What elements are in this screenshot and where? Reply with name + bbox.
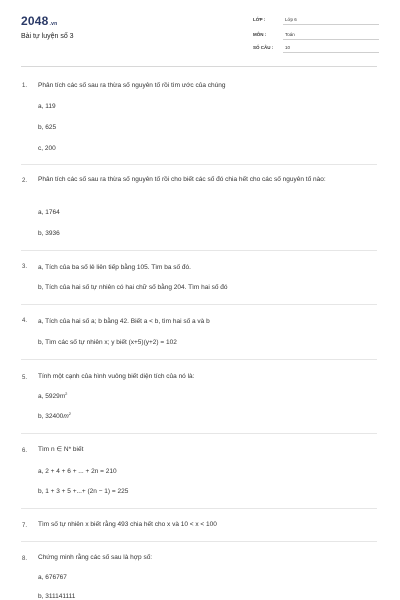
question-item: b, Tìm các số tự nhiên x; y biết (x+5)(y+2) = 102 [38, 339, 177, 346]
question-divider [21, 508, 377, 509]
question-item: b, 311141111 [38, 593, 76, 600]
question-item: b, Tích của hai số tự nhiên có hai chữ số bằng 204. Tìm hai số đó [38, 284, 228, 291]
question-divider [21, 164, 377, 165]
question-number: 5. [22, 375, 28, 381]
question-item-text: b, 32400 [38, 413, 64, 421]
question-text: Chứng minh rằng các số sau là hợp số: [38, 554, 153, 561]
meta-subject-underline [283, 39, 379, 40]
question-number: 3. [22, 264, 28, 270]
sheet-title: Bài tự luyện số 3 [21, 33, 74, 40]
area-unit: m [59, 393, 66, 401]
meta-class-underline [283, 24, 379, 25]
question-text: Phân tích các số sau ra thừa số nguyên tố rồi tìm ước của chúng [38, 82, 226, 89]
question-item: a, 1764 [38, 209, 60, 216]
question-item: c, 200 [38, 145, 56, 152]
meta-subject-label: MÔN : [253, 32, 267, 37]
meta-class-value: Lớp 6 [285, 17, 297, 22]
question-item [38, 411, 71, 420]
question-text: Phân tích các số sau ra thừa số nguyên tố rồi cho biết các số đó chia hết cho các số nguyên tố nào: [38, 176, 326, 183]
site-logo[interactable] [21, 14, 57, 28]
question-item: a, Tích của hai số a; b bằng 42. Biết a < b, tìm hai số a và b [38, 318, 210, 325]
question-divider [21, 541, 377, 542]
meta-count-value: 10 [285, 45, 291, 50]
header-divider [21, 66, 377, 67]
question-divider [21, 433, 377, 434]
question-text: Tìm số tự nhiên x biết rằng 493 chia hết cho x và 10 < x < 100 [38, 521, 217, 528]
meta-count-underline [283, 52, 379, 53]
question-text: Tìm n ∈ N* biết [38, 446, 84, 453]
question-number: 4. [22, 318, 28, 324]
area-unit-exponent: 2 [65, 391, 68, 396]
question-number: 1. [22, 83, 28, 89]
question-number: 2. [22, 178, 28, 184]
logo-main-text: 2048 [21, 14, 49, 28]
meta-class-label: LỚP : [253, 17, 266, 22]
question-item: a, 676767 [38, 574, 67, 581]
question-item: a, 2 + 4 + 6 + ... + 2n = 210 [38, 468, 117, 475]
meta-subject-value: Toán [285, 32, 295, 37]
question-item-text: a, 5929 [38, 393, 60, 401]
meta-count-label: SỐ CÂU : [253, 45, 274, 50]
question-number: 8. [22, 556, 28, 562]
question-divider [21, 250, 377, 251]
question-divider [21, 359, 377, 360]
question-text: Tính một cạnh của hình vuông biết diện tích của nó là: [38, 373, 195, 380]
area-unit-exponent: 2 [68, 411, 71, 416]
question-number: 6. [22, 448, 28, 454]
question-item: a, 119 [38, 103, 56, 110]
question-item: b, 1 + 3 + 5 +...+ (2n − 1) = 225 [38, 488, 129, 495]
logo-tld-text: .vn [49, 21, 58, 27]
question-item: b, 3936 [38, 230, 60, 237]
question-item: a, Tích của ba số lẻ liên tiếp bằng 105. Tìm ba số đó. [38, 264, 191, 271]
question-item: b, 625 [38, 124, 57, 131]
area-unit: m [63, 413, 69, 421]
question-divider [21, 304, 377, 305]
question-item [38, 391, 67, 400]
question-number: 7. [22, 523, 28, 529]
